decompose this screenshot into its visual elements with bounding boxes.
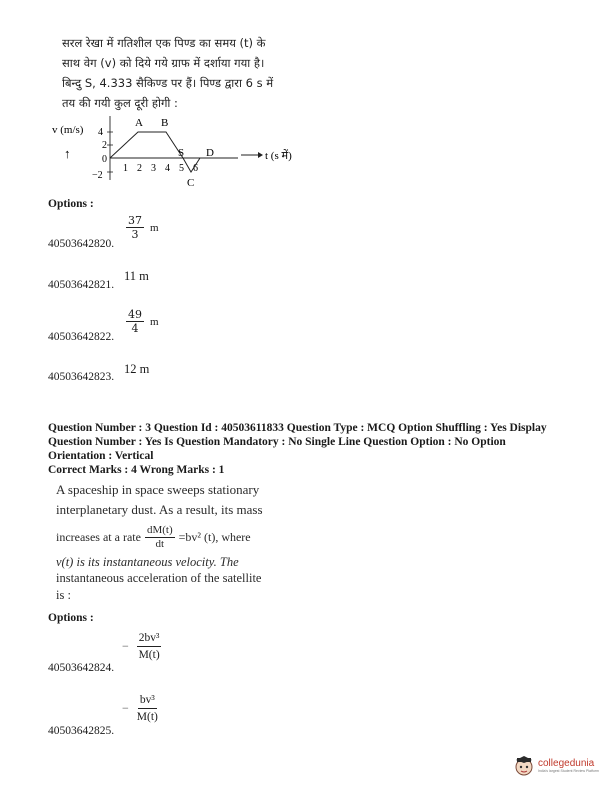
q3-option-1-id: 40503642824. [48,662,115,674]
q2-line-2: साथ वेग (v) को दिये गये ग्राफ में दर्शाया गया है। [62,56,265,70]
q2-line-3: बिन्दु S, 4.333 सैकिण्ड पर हैं। पिण्ड द्वारा 6 s में [62,76,274,90]
q3-body-line-4: v(t) is its instantaneous velocity. The [56,555,239,569]
q3-body-line-2: interplanetary dust. As a result, its mass [56,502,263,517]
collegedunia-watermark [513,755,599,777]
q3-marks: Correct Marks : 4 Wrong Marks : 1 [48,464,225,476]
q3-rate-rest: =bv² (t), where [178,530,251,544]
q2-option-3-denominator: 4 [131,322,139,335]
q3-option-2[interactable] [122,692,158,725]
watermark-brand: collegedunia [538,757,595,769]
q3-option-1[interactable] [122,630,161,663]
q2-option-3[interactable] [126,308,159,335]
x-axis-label: t (s में) [265,150,292,162]
q2-option-3-id: 40503642822. [48,331,115,343]
q3-option-1-numerator: 2bv³ [137,630,162,647]
q3-options-label: Options : [48,612,94,624]
point-a-label: A [135,117,143,129]
q3-rate-denominator: dt [155,537,165,550]
q3-rate-numerator: dM(t) [146,523,173,536]
y-tick-minus-2: −2 [92,170,103,181]
q2-option-1-id: 40503642820. [48,238,115,250]
q2-option-4[interactable]: 12 m [124,362,150,376]
q3-option-1-sign: − [122,639,129,653]
q3-body-line-6: is : [56,588,71,602]
y-tick-2: 2 [102,140,107,151]
q3-meta-line-2: Question Number : Yes Is Question Mandatory : No Single Line Question Option : No Option [48,436,506,448]
y-axis-label: v (m/s) [52,124,84,136]
q2-line-1: सरल रेखा में गतिशील एक पिण्ड का समय (t) के [62,36,266,50]
x-tick-6: 6 [193,163,198,174]
point-c-label: C [187,177,195,189]
q3-option-1-denominator: M(t) [138,649,160,661]
q3-meta [48,421,578,477]
mascot-logo-icon [513,755,535,777]
y-tick-4: 4 [98,127,103,138]
q2-option-1-unit: m [150,221,159,234]
q3-option-2-sign: − [122,701,129,715]
y-tick-0: 0 [102,154,107,165]
q2-question-text [62,33,322,113]
q3-body-line-1: A spaceship in space sweeps stationary [56,482,260,497]
q2-option-2-id: 40503642821. [48,279,115,291]
q3-option-2-numerator: bv³ [138,692,157,709]
q3-meta-line-1: Question Number : 3 Question Id : 40503611833 Question Type : MCQ Option Shuffling : Yes Display [48,422,547,434]
q3-body-line-5: instantaneous acceleration of the satellite [56,571,262,585]
q2-option-3-fraction [126,308,144,335]
point-d-label: D [206,147,214,159]
q2-option-1-numerator: 37 [128,214,142,227]
q2-option-4-id: 40503642823. [48,371,115,383]
q3-option-2-fraction [137,692,158,725]
x-tick-2: 2 [137,163,142,174]
watermark-tagline: India's largest Student Review Platform [538,768,599,773]
q3-option-1-fraction [137,630,162,663]
q3-meta-line-3: Orientation : Vertical [48,450,154,462]
q2-option-1-denominator: 3 [131,228,139,241]
point-b-label: B [161,117,169,129]
x-tick-4: 4 [165,163,170,174]
x-tick-3: 3 [151,163,156,174]
q2-option-3-unit: m [150,315,159,328]
q2-option-2[interactable]: 11 m [124,269,149,283]
q2-options-label: Options : [48,198,94,210]
q3-option-2-id: 40503642825. [48,725,115,737]
up-arrow-icon: ↑ [64,146,71,161]
q2-option-3-numerator: 49 [128,308,142,321]
q2-line-4: तय की गयी कुल दूरी होगी : [62,96,178,110]
q2-option-1[interactable] [126,214,159,241]
q3-body-line-3: increases at a rate [56,530,141,544]
x-tick-1: 1 [123,163,128,174]
q3-rate-fraction [145,524,175,551]
point-s-label: S [178,147,185,159]
q3-question-text [56,480,306,604]
q3-rate-line [56,520,306,554]
q3-option-2-denominator: M(t) [136,711,158,723]
velocity-time-graph [48,112,328,192]
q2-option-1-fraction [126,214,144,241]
x-tick-5: 5 [179,163,184,174]
